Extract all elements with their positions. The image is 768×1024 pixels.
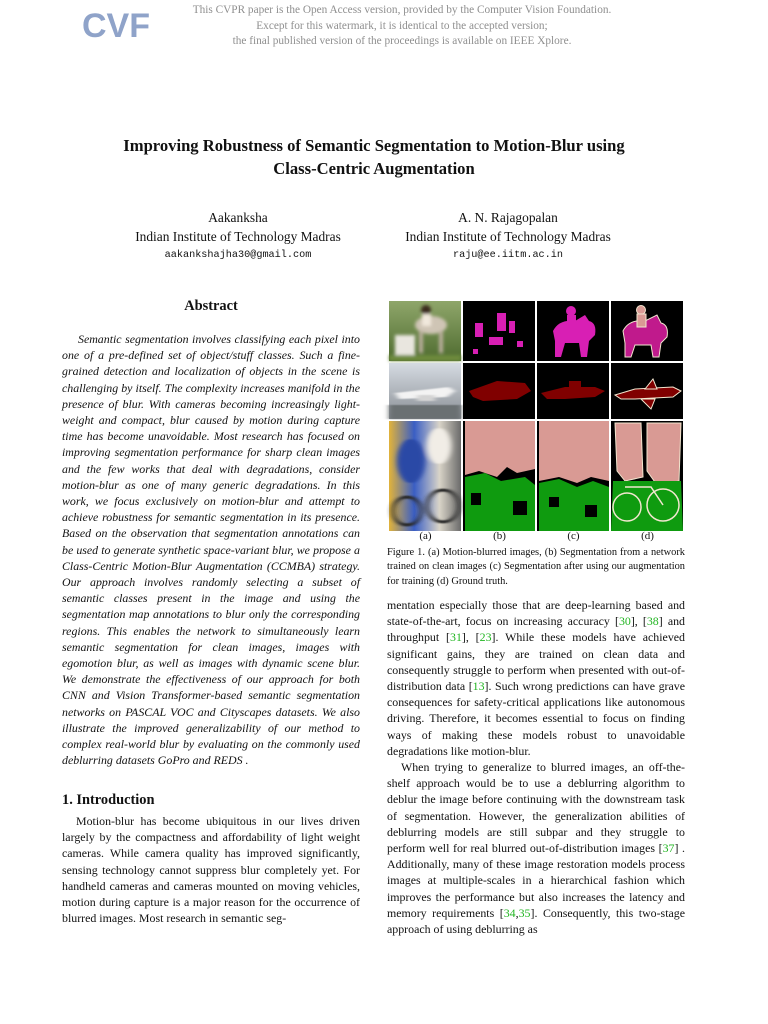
author-affiliation: Indian Institute of Technology Madras — [135, 229, 341, 244]
ground-truth-aeroplane — [611, 363, 683, 419]
text-run: ] and throughput [ — [387, 614, 685, 645]
text-run: ]. While these models have achieved significant gains, they are trained on clean data and consequently struggle to perform when presented with out-of-distribution data [ — [387, 630, 686, 694]
text-run: , — [515, 905, 519, 920]
text-run: ]. Consequently, this two-stage approach of using deblurring as — [387, 905, 685, 937]
author-name: A. N. Rajagopalan — [458, 210, 558, 225]
text-run: When trying to generalize to blurred images, an off-the-shelf approach would be to use a deblurring algorithm to deblur the image before continuing with the downstream task of segmentation. However, the generalization abilities of deblurring models are still subpar and they struggle to perform well for real blurred out-of-distribution images [ — [387, 760, 685, 856]
author-name: Aakanksha — [208, 210, 268, 225]
author-block — [368, 208, 648, 266]
figure-row-cyclists — [389, 421, 683, 531]
segmentation-clean-trained-aeroplane — [463, 363, 535, 419]
figure-1-column-labels — [389, 530, 683, 544]
paper-title — [60, 134, 688, 180]
text-run: ]. Such wrong predictions can have grave consequences for safety-critical applications like autonomous driving. Therefore, it becomes essential to focus on finding ways of making these models robust to unavoidable degradations like motion-blur. — [387, 679, 685, 758]
author-affiliation: Indian Institute of Technology Madras — [405, 229, 611, 244]
abstract-text: Semantic segmentation involves classifying each pixel into one of a pre-defined set of object/stuff classes. Such a fine-grained detection and localization of objects in the scene is challenging by itself. The complexity increases manifold in the presence of blur. With cameras becoming increasingly light-weight and compact, blur caused by motion during capture time has become unavoidable. Most research has focused on improving segmentation performance for sharp clean images and the few works that deal with degradations, consider motion-blur as one of many generic degradations. In this work, we focus exclusively on motion-blur and attempt to achieve robustness for semantic segmentation in its presence. Based on the observation that segmentation annotations can be used to generate synthetic space-variant blur, we propose a Class-Centric Motion-Blur Augmentation (CCMBA) strategy. Our approach involves randomly selecting a subset of semantic classes present in the image and using the segmentation map annotations to blur only the corresponding regions. This enables the network to simultaneously learn semantic segmentation for clean images, images with egomotion blur, as well as images with dynamic scene blur. We demonstrate the effectiveness of our approach for both CNN and Vision Transformer-based semantic segmentation networks on PASCAL VOC and Cityscapes datasets. We also illustrate the improved generalizability of our method to complex real-world blur by evaluating on the commonly used deblurring datasets GoPro and REDS . — [62, 332, 360, 768]
figure-label: (d) — [641, 530, 654, 542]
segmentation-ccmba-aeroplane — [537, 363, 609, 419]
text-run: ], [ — [630, 614, 647, 629]
citation-link[interactable]: 35 — [518, 905, 531, 920]
title-line: Improving Robustness of Semantic Segmentation to Motion-Blur using — [123, 136, 625, 155]
watermark-line: the final published version of the proceedings is available on IEEE Xplore. — [232, 35, 572, 48]
text-run: ] . Additionally, many of these image restoration models process images at multiple-scales in a hierarchical fashion which improves the performance but also increases the latency and memory requirements [ — [387, 841, 685, 920]
cvf-logo-text: CVF — [82, 7, 150, 45]
text-run: ], [ — [461, 630, 480, 645]
citation-link[interactable]: 38 — [646, 614, 659, 629]
citation-link[interactable]: 23 — [479, 630, 492, 645]
citation-link[interactable]: 30 — [618, 614, 631, 629]
figure-1-caption: Figure 1. (a) Motion-blurred images, (b) Segmentation from a network trained on clean images (c) Segmentation after using our augmentation for training (d) Ground truth. — [387, 547, 685, 587]
citation-link[interactable]: 34 — [503, 905, 516, 920]
citation-link[interactable]: 37 — [662, 841, 675, 856]
citation-link[interactable]: 31 — [450, 630, 462, 645]
introduction-heading: 1. Introduction — [62, 792, 155, 808]
author-email[interactable]: raju@ee.iitm.ac.in — [452, 250, 564, 261]
watermark-notice — [160, 3, 644, 50]
figure-label: (b) — [493, 530, 506, 542]
segmentation-ccmba-cyclists — [537, 421, 609, 531]
segmentation-ccmba-horse — [537, 301, 609, 361]
blurred-photo-horse — [389, 301, 461, 361]
right-column-text — [387, 597, 685, 937]
introduction-text: Motion-blur has become ubiquitous in our lives driven largely by the compactness and affordability of light weight cameras. While camera quality has improved significantly, sensing technology cannot suppress blur completely yet. For handheld cameras and cameras mounted on moving vehicles, motion during capture is a major reason for the occurrence of blurred images. Most research in semantic seg- — [62, 814, 360, 926]
blurred-photo-cyclists — [389, 421, 461, 531]
figure-1-grid — [389, 301, 683, 531]
watermark-line: Except for this watermark, it is identical to the accepted version; — [256, 19, 548, 32]
figure-label: (a) — [419, 530, 432, 542]
cvf-logo — [82, 6, 150, 45]
figure-row-horse — [389, 301, 683, 361]
ground-truth-cyclists — [611, 421, 683, 531]
paragraph — [387, 759, 685, 937]
ground-truth-horse — [611, 301, 683, 361]
watermark-line: This CVPR paper is the Open Access version, provided by the Computer Vision Foundation. — [192, 4, 612, 16]
figure-label: (c) — [567, 530, 580, 542]
figure-row-aeroplane — [389, 363, 683, 419]
abstract-heading: Abstract — [184, 298, 238, 314]
paragraph — [387, 597, 685, 759]
segmentation-clean-trained-cyclists — [463, 421, 535, 531]
author-email[interactable]: aakankshajha30@gmail.com — [164, 250, 312, 261]
author-block — [98, 208, 378, 266]
text-run: mentation especially those that are deep-learning based and state-of-the-art, focus on increasing accuracy [ — [387, 598, 685, 629]
title-line: Class-Centric Augmentation — [273, 159, 475, 178]
citation-link[interactable]: 13 — [472, 679, 485, 694]
blurred-photo-aeroplane — [389, 363, 461, 419]
segmentation-clean-trained-horse — [463, 301, 535, 361]
